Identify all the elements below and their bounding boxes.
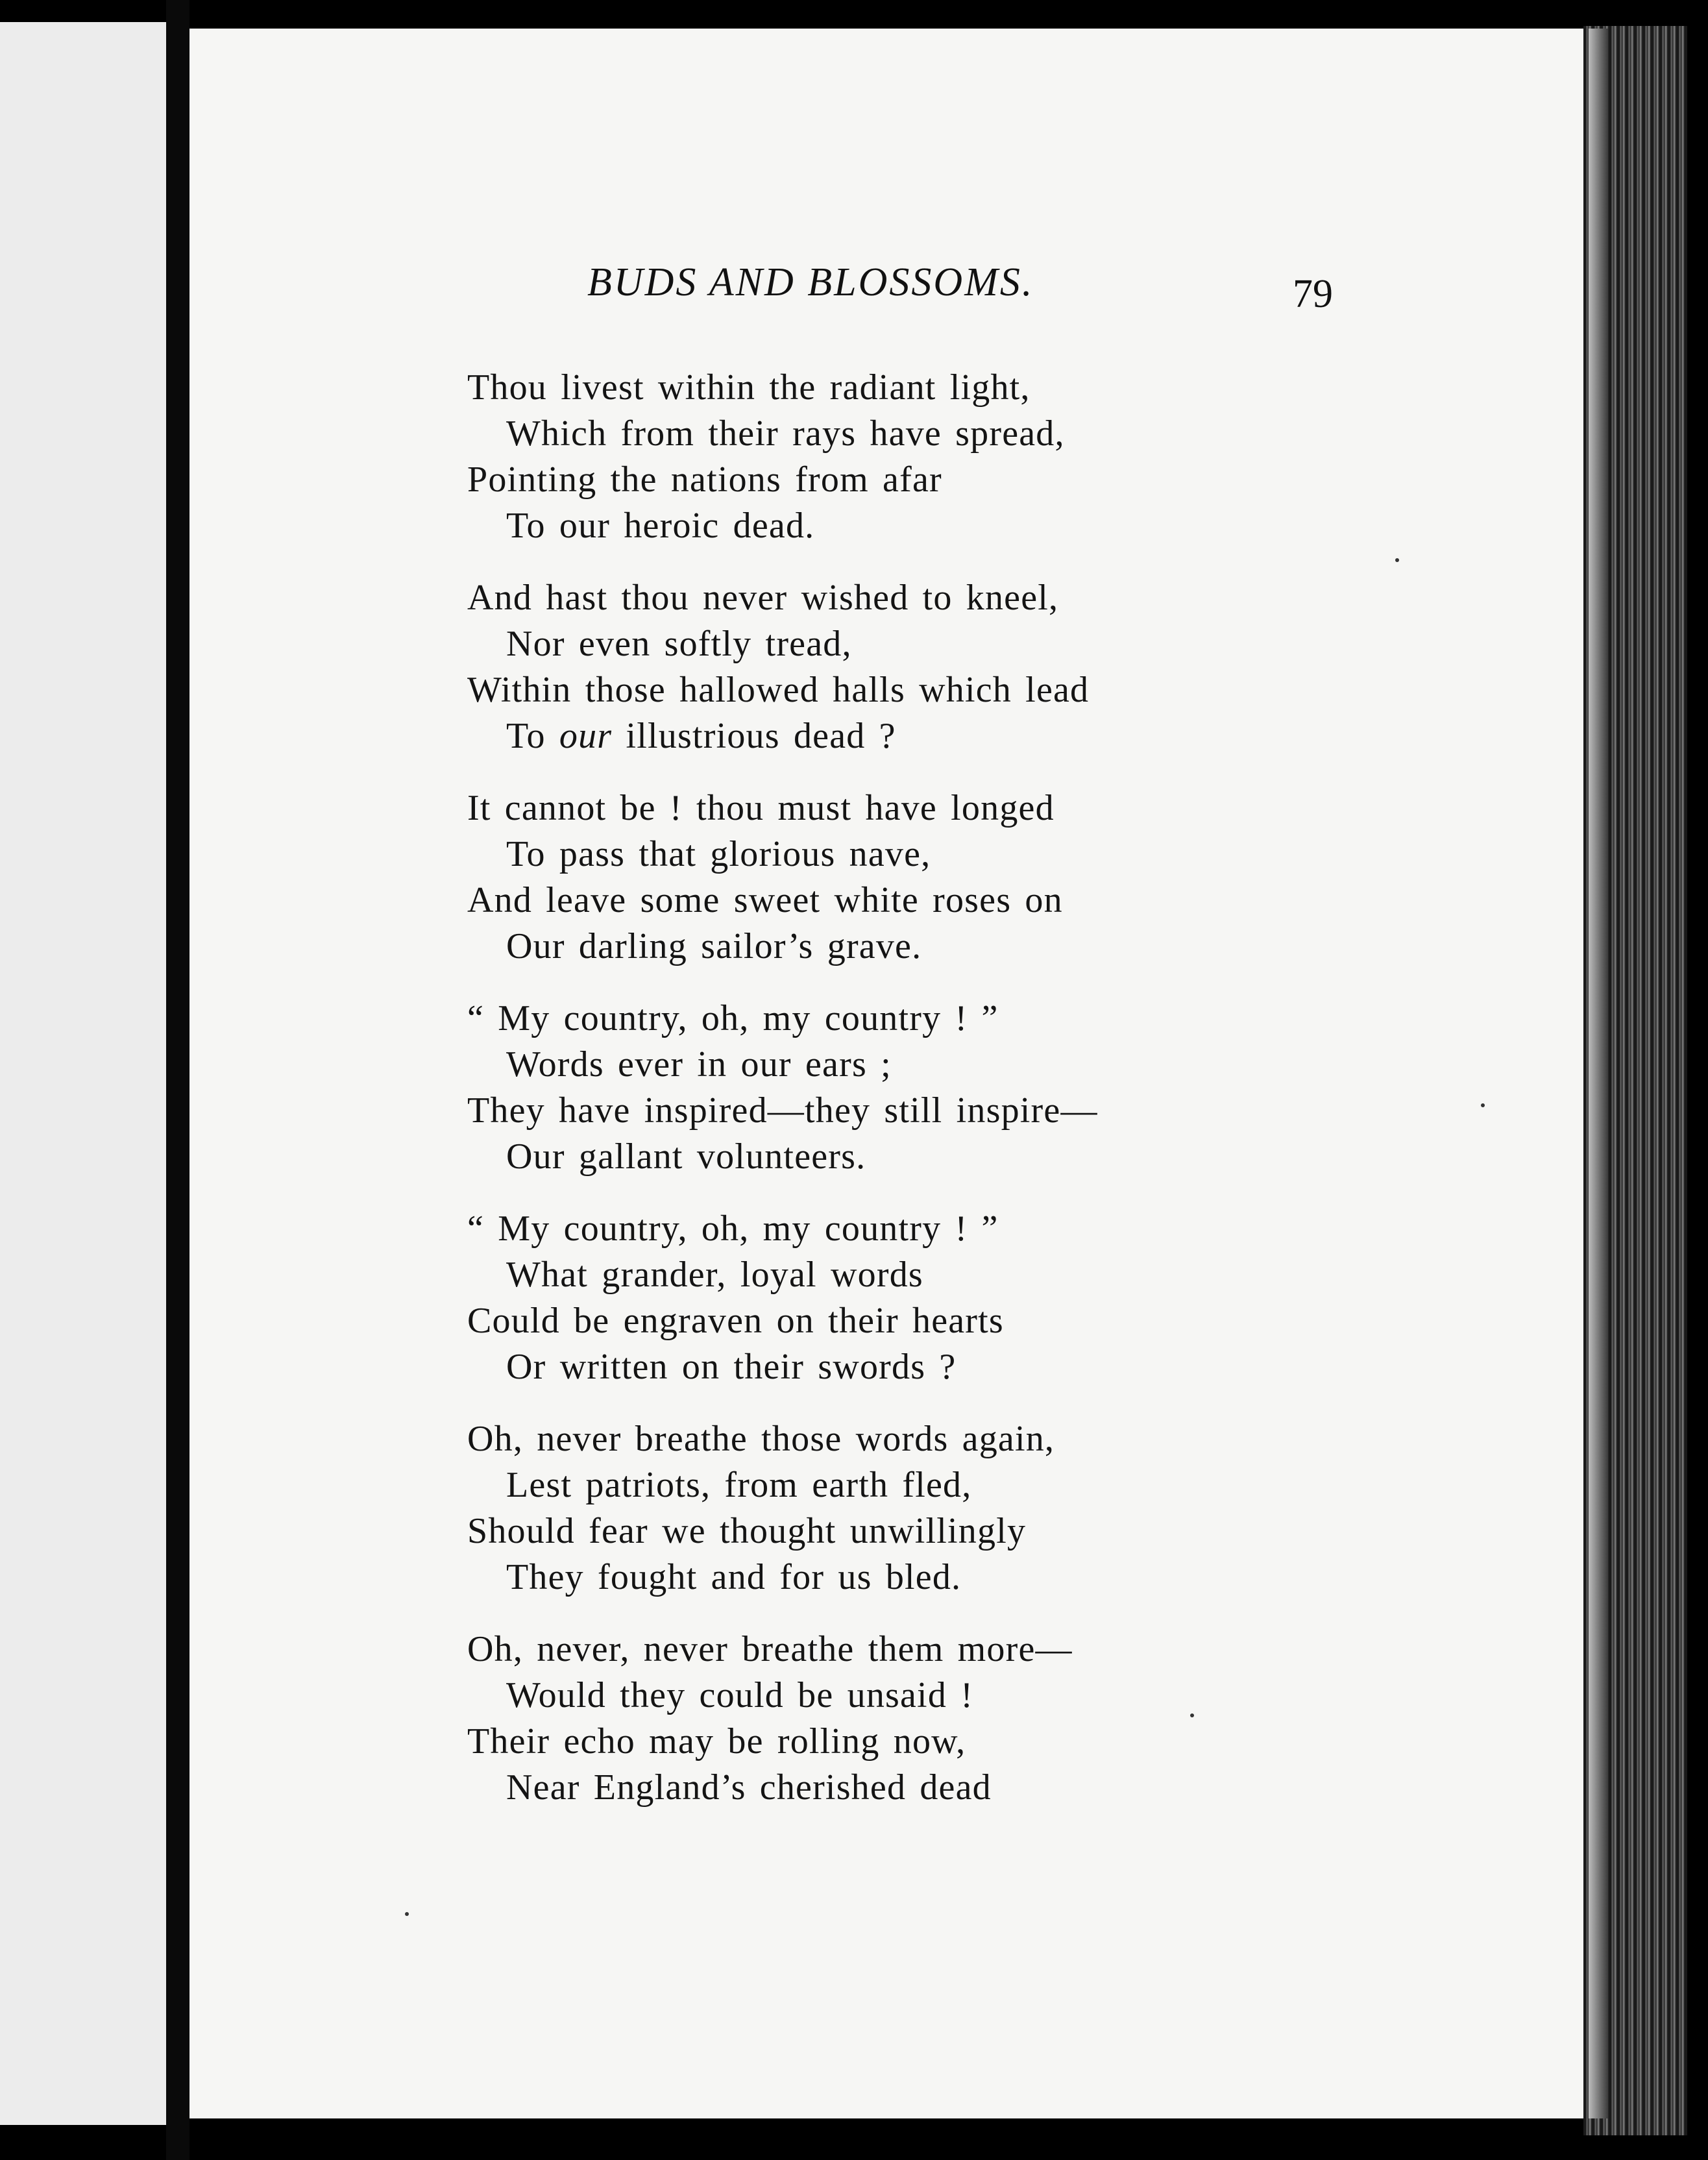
emphasized-word: our [559,716,613,756]
poem-line: Within those hallowed halls which lead [467,670,1090,710]
poem-line: To our heroic dead. [506,506,815,546]
poem-line: Or written on their swords ? [506,1347,957,1387]
poem-line: They fought and for us bled. [506,1557,962,1597]
poem-line: And leave some sweet white roses on [467,880,1063,920]
poem-stanza [467,1626,1376,1811]
poem-line: Nor even softly tread, [506,624,852,664]
poem-line: They have inspired—they still inspire— [467,1090,1098,1131]
poem-line: To pass that glorious nave, [506,834,931,874]
poem-line [467,713,1376,759]
page-edge-shadow [1589,29,1608,2118]
poem-line: Oh, never breathe those words again, [467,1419,1055,1459]
poem-line: “ My country, oh, my country ! ” [467,998,999,1038]
poem-stanza [467,575,1376,759]
scan-speck [405,1912,409,1916]
poem-line: Their echo may be rolling now, [467,1721,966,1761]
poem-line: Thou livest within the radiant light, [467,367,1031,408]
poem-line: Our darling sailor’s grave. [506,926,922,966]
poem-line: Our gallant volunteers. [506,1136,866,1177]
line-text: illustrious dead ? [612,716,896,756]
poem-stanza [467,365,1376,549]
line-text: To [506,716,559,756]
poem-line: What grander, loyal words [506,1255,923,1295]
left-facing-page [0,22,166,2125]
poem-line: And hast thou never wished to kneel, [467,578,1059,618]
poem-line: Would they could be unsaid ! [506,1675,974,1715]
poem-body [467,365,1376,1837]
poem-line: Which from their rays have spread, [506,413,1065,454]
poem-line: “ My country, oh, my country ! ” [467,1209,999,1249]
poem-line: Oh, never, never breathe them more— [467,1629,1073,1669]
poem-stanza [467,1416,1376,1601]
running-head: BUDS AND BLOSSOMS. [587,260,1034,304]
poem-line: Near England’s cherished dead [506,1767,992,1808]
poem-line: It cannot be ! thou must have longed [467,788,1055,828]
poem-stanza [467,996,1376,1180]
poem-line: Lest patriots, from earth fled, [506,1465,972,1505]
poem-line: Pointing the nations from afar [467,460,942,500]
poem-stanza [467,785,1376,970]
poem-line: Could be engraven on their hearts [467,1301,1004,1341]
poem-line: Words ever in our ears ; [506,1044,892,1085]
scan-speck [1395,558,1399,562]
poem-line: Should fear we thought unwillingly [467,1511,1027,1551]
poem-stanza [467,1206,1376,1390]
book-gutter [166,0,189,2160]
page-number: 79 [1293,272,1333,316]
scan-speck [1481,1103,1485,1107]
